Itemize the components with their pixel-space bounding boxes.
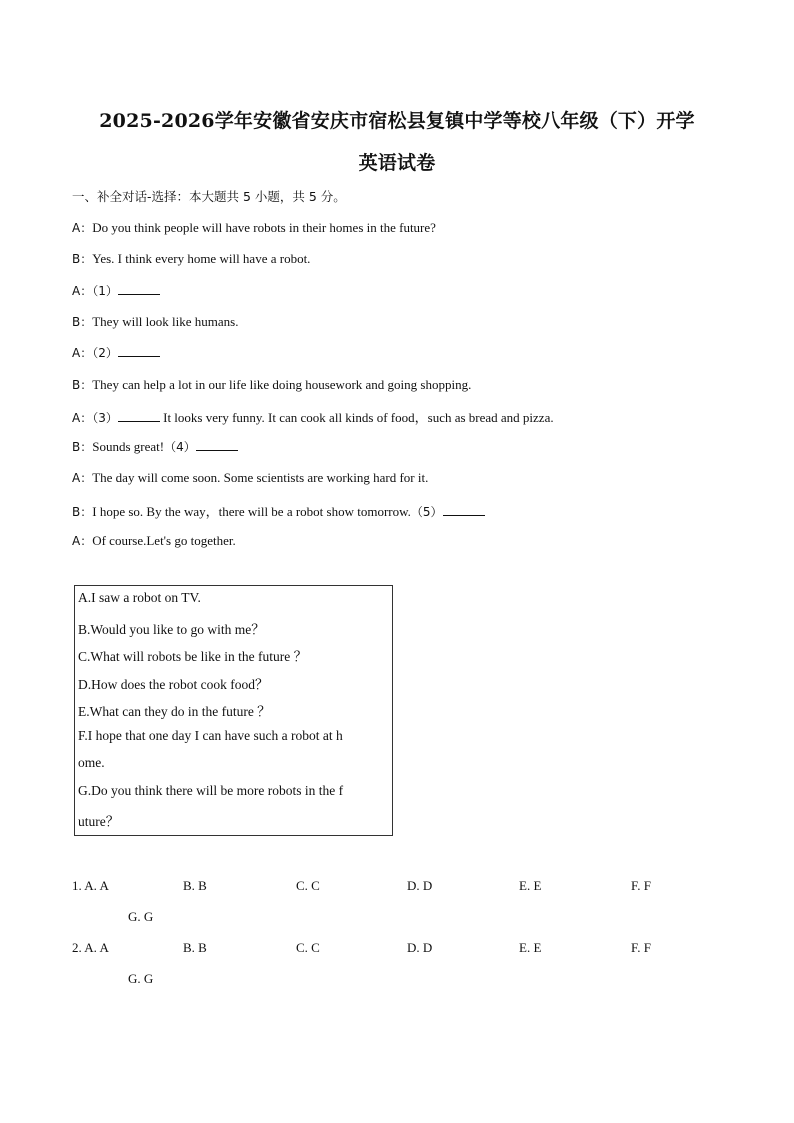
- option-text: C.What will robots be like in the future ？: [78, 649, 308, 664]
- answer-choice[interactable]: E. E: [519, 940, 542, 955]
- answer-choice[interactable]: F. F: [631, 878, 651, 893]
- dialogue-line: [72, 282, 160, 299]
- answer-blank[interactable]: [118, 344, 160, 357]
- speaker-label: A：: [72, 534, 93, 548]
- dialogue-line: [72, 250, 310, 267]
- answer-choice[interactable]: B. B: [183, 878, 207, 893]
- exam-title-line1: 2025-2026学年安徽省安庆市宿松县复镇中学等校八年级（下）开学: [99, 110, 695, 132]
- dialogue-text: Of course.Let's go together.: [92, 533, 236, 548]
- blank-number: （3）: [92, 410, 118, 425]
- answer-choice[interactable]: G. G: [128, 909, 154, 924]
- exam-title-line2: 英语试卷: [358, 152, 436, 174]
- answer-choice[interactable]: 2. A. A: [72, 940, 109, 955]
- blank-number: （4）: [164, 440, 196, 455]
- answer-choice[interactable]: G. G: [128, 971, 154, 986]
- answer-blank[interactable]: [443, 503, 485, 516]
- dialogue-text: I hope so. By the way，there will be a robot show tomorrow.: [92, 503, 411, 519]
- option-text: uture？: [78, 814, 120, 829]
- answer-choice[interactable]: C. C: [296, 940, 320, 955]
- answer-choice[interactable]: D. D: [407, 878, 433, 893]
- option-text: E.What can they do in the future ？: [78, 704, 271, 719]
- option-text: D.How does the robot cook food？: [78, 676, 269, 692]
- option-text: F.I hope that one day I can have such a robot at h: [78, 727, 343, 743]
- option-text: B.Would you like to go with me？: [78, 621, 265, 637]
- answer-choice[interactable]: F. F: [631, 940, 651, 955]
- dialogue-line: [72, 501, 485, 520]
- dialogue-line: [72, 438, 238, 455]
- speaker-label: B：: [72, 377, 93, 392]
- dialogue-text: Do you think people will have robots in their homes in the future?: [92, 220, 436, 235]
- answer-choice[interactable]: D. D: [407, 940, 433, 955]
- dialogue-line: [72, 219, 436, 236]
- dialogue-line: [72, 407, 554, 426]
- dialogue-text: The day will come soon. Some scientists are working hard for it.: [92, 470, 429, 486]
- section-heading: 一、补全对话-选择：本大题共 5 小题，共 5 分。: [72, 189, 346, 204]
- dialogue-line: [72, 344, 160, 361]
- answer-choice[interactable]: C. C: [296, 878, 320, 893]
- option-text: A.I saw a robot on TV.: [78, 590, 201, 605]
- speaker-label: A：: [72, 346, 93, 361]
- dialogue-text: They will look like humans.: [92, 313, 239, 329]
- dialogue-line: [72, 376, 471, 393]
- answer-blank[interactable]: [196, 438, 238, 451]
- speaker-label: A：: [72, 410, 93, 425]
- dialogue-text: It looks very funny. It can cook all kinds of food，such as bread and pizza.: [159, 409, 554, 425]
- dialogue-line: [72, 532, 236, 549]
- speaker-label: B：: [72, 314, 93, 329]
- option-text: G.Do you think there will be more robots in the f: [78, 782, 344, 798]
- blank-number: （5）: [410, 504, 443, 519]
- dialogue-line: [72, 313, 238, 330]
- speaker-label: B：: [72, 504, 93, 519]
- answer-choice[interactable]: B. B: [183, 940, 207, 955]
- blank-number: （2）: [92, 346, 118, 361]
- answer-choice[interactable]: E. E: [519, 878, 542, 893]
- speaker-label: A：: [72, 471, 93, 486]
- answer-blank[interactable]: [118, 409, 160, 422]
- speaker-label: B：: [72, 252, 93, 267]
- answer-choice[interactable]: 1. A. A: [72, 878, 109, 893]
- answer-blank[interactable]: [118, 282, 160, 295]
- dialogue-text: Yes. I think every home will have a robot.: [92, 251, 311, 267]
- dialogue-text: Sounds great!: [92, 439, 165, 455]
- blank-number: （1）: [92, 283, 118, 298]
- dialogue-text: They can help a lot in our life like doing housework and going shopping.: [92, 376, 472, 392]
- options-box: [74, 585, 393, 836]
- dialogue-line: [72, 469, 428, 486]
- speaker-label: A：: [72, 221, 93, 235]
- speaker-label: B：: [72, 440, 93, 455]
- speaker-label: A：: [72, 283, 93, 298]
- option-text: ome.: [78, 755, 105, 770]
